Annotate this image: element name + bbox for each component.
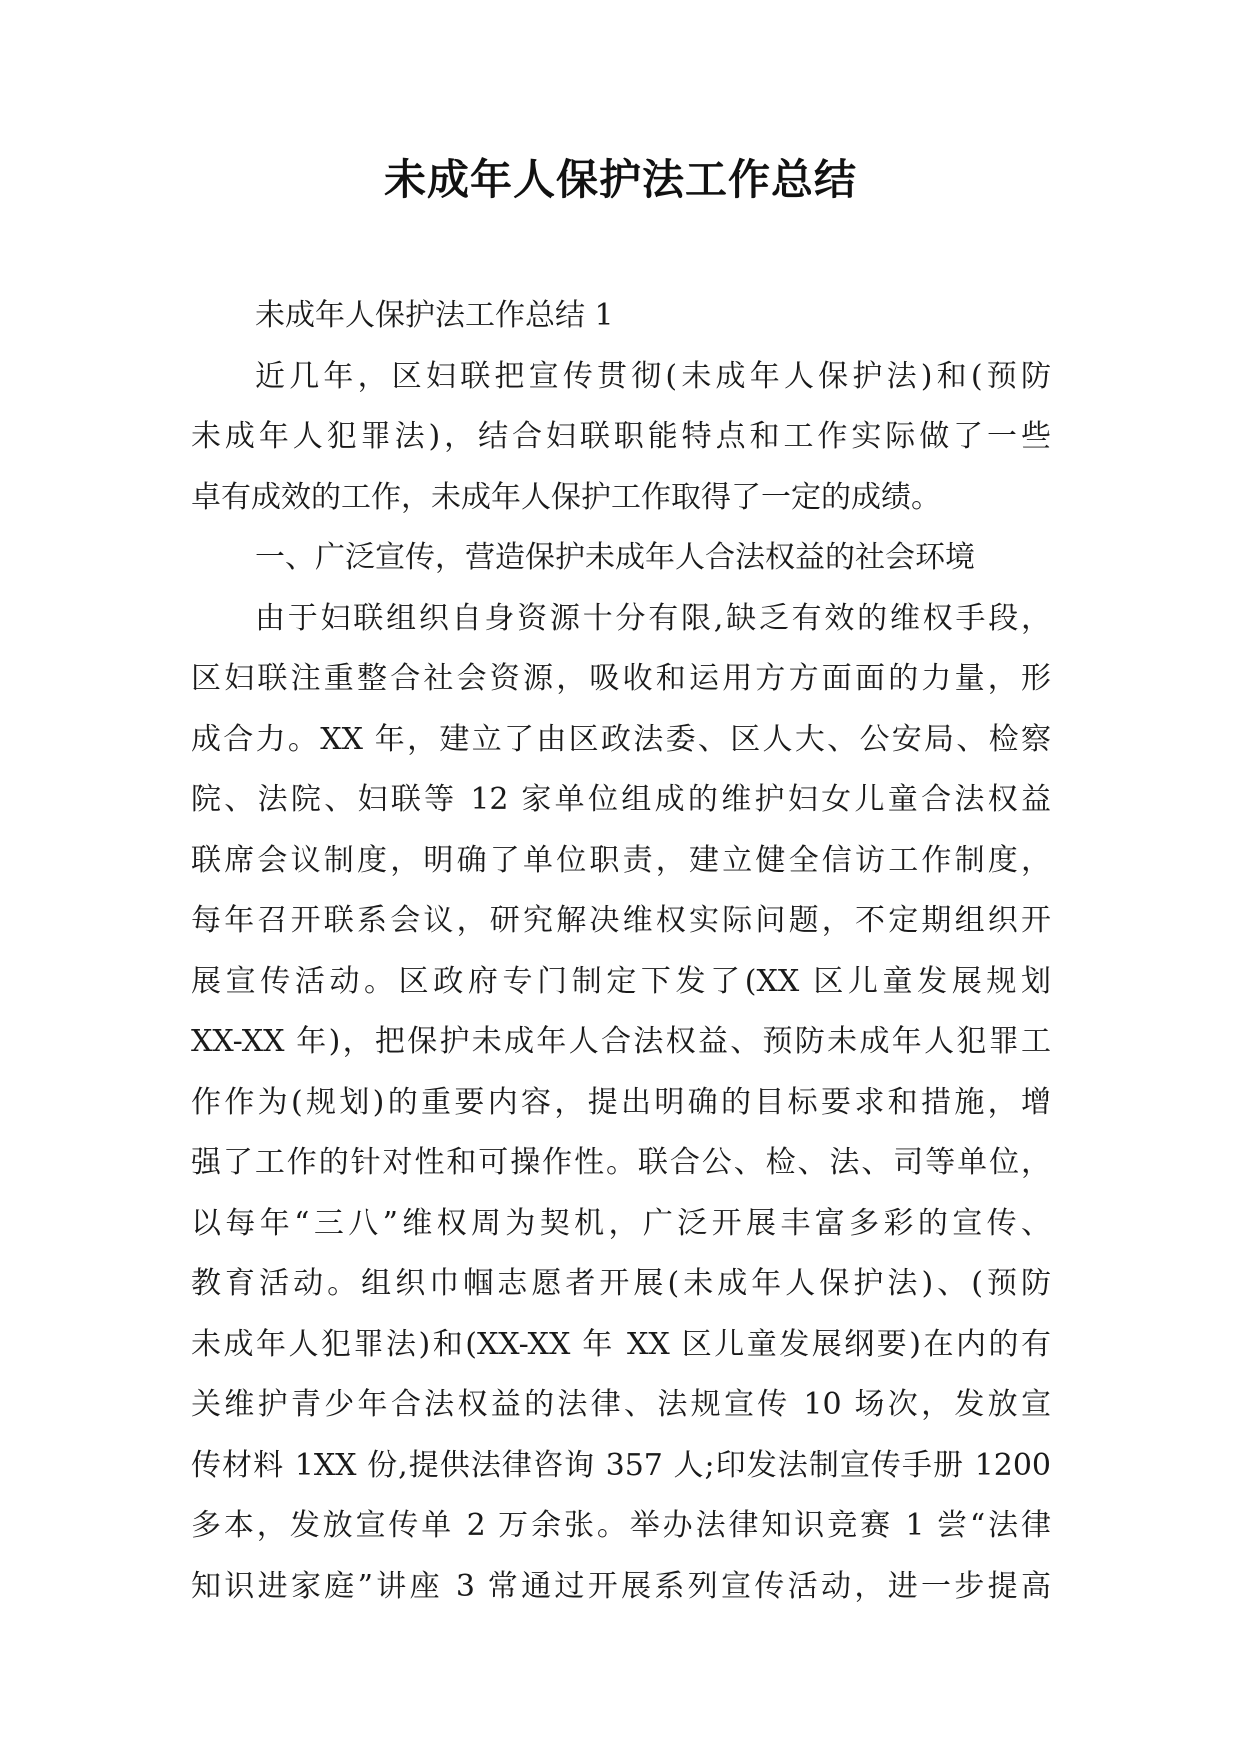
text-line: 区妇联注重整合社会资源，吸收和运用方方面面的力量，形 [191,661,1051,696]
text-line: 未成年人犯罪法)和(XX-XX 年 XX 区儿童发展纲要)在内的有 [191,1326,1051,1362]
text-line: 以每年“三八”维权周为契机，广泛开展丰富多彩的宣传、 [191,1205,1051,1241]
text-line: 展宣传活动。区政府专门制定下发了(XX 区儿童发展规划 [191,963,1051,999]
text-line: 强了工作的针对性和可操作性。联合公、检、法、司等单位， [191,1145,1051,1180]
text-line: 每年召开联系会议，研究解决维权实际问题，不定期组织开 [191,903,1051,938]
text-line: 知识进家庭”讲座 3 常通过开展系列宣传活动，进一步提高 [191,1568,1051,1604]
document-title: 未成年人保护法工作总结 [383,155,857,204]
text-line: 卓有成效的工作，未成年人保护工作取得了一定的成绩。 [191,479,941,515]
text-line: 传材料 1XX 份,提供法律咨询 357 人;印发法制宣传手册 1200 [191,1447,1051,1483]
text-line: 作作为(规划)的重要内容，提出明确的目标要求和措施，增 [191,1084,1051,1120]
text-line: 未成年人保护法工作总结 1 [255,298,614,333]
text-line: 一、广泛宣传，营造保护未成年人合法权益的社会环境 [255,540,975,575]
text-line: 联席会议制度，明确了单位职责，建立健全信访工作制度， [191,842,1051,878]
text-line: 成合力。XX 年，建立了由区政法委、区人大、公安局、检察 [191,721,1051,757]
document-body [191,286,1051,1617]
text-line: 院、法院、妇联等 12 家单位组成的维护妇女儿童合法权益 [191,782,1051,817]
text-line: 关维护青少年合法权益的法律、法规宣传 10 场次，发放宣 [191,1387,1051,1422]
text-line: 近几年，区妇联把宣传贯彻(未成年人保护法)和(预防 [255,358,1051,394]
text-line: 多本，发放宣传单 2 万余张。举办法律知识竞赛 1 尝“法律 [191,1508,1051,1543]
text-line: 未成年人犯罪法)，结合妇联职能特点和工作实际做了一些 [191,419,1051,454]
text-line: XX-XX 年)，把保护未成年人合法权益、预防未成年人犯罪工 [191,1024,1051,1059]
text-line: 教育活动。组织巾帼志愿者开展(未成年人保护法)、(预防 [191,1266,1051,1301]
text-line: 由于妇联组织自身资源十分有限,缺乏有效的维权手段， [255,600,1051,636]
